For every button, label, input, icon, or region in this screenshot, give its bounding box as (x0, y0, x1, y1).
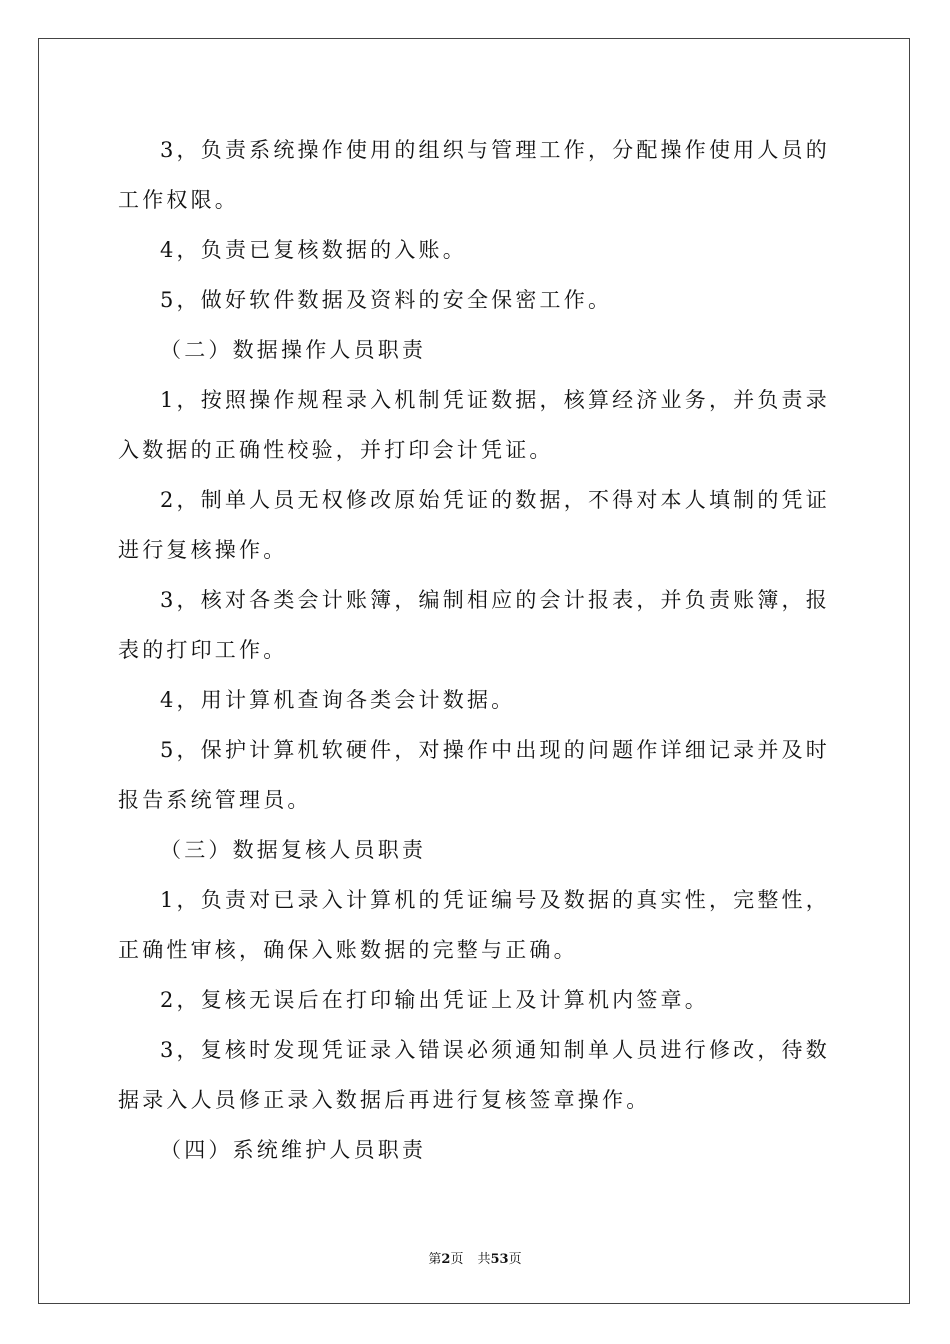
paragraph-line: 进行复核操作。 (118, 538, 288, 562)
paragraph-line: 3，复核时发现凭证录入错误必须通知制单人员进行修改，待数 (160, 1038, 830, 1062)
paragraph-line: 4，负责已复核数据的入账。 (160, 238, 467, 262)
paragraph-line: 正确性审核，确保入账数据的完整与正确。 (118, 938, 578, 962)
paragraph-line: 5，做好软件数据及资料的安全保密工作。 (160, 288, 613, 312)
paragraph-line: 1，负责对已录入计算机的凭证编号及数据的真实性，完整性， (160, 888, 830, 912)
paragraph-line: 2，复核无误后在打印输出凭证上及计算机内签章。 (160, 988, 709, 1012)
section-heading: （二）数据操作人员职责 (160, 338, 427, 362)
paragraph-line: 表的打印工作。 (118, 638, 288, 662)
paragraph-line: 3，负责系统操作使用的组织与管理工作，分配操作使用人员的 (160, 138, 830, 162)
paragraph-line: 3，核对各类会计账簿，编制相应的会计报表，并负责账簿，报 (160, 588, 830, 612)
paragraph-line: 2，制单人员无权修改原始凭证的数据，不得对本人填制的凭证 (160, 488, 830, 512)
section-heading: （四）系统维护人员职责 (160, 1138, 427, 1162)
paragraph-line: 据录入人员修正录入数据后再进行复核签章操作。 (118, 1088, 651, 1112)
section-heading: （三）数据复核人员职责 (160, 838, 427, 862)
paragraph-line: 入数据的正确性校验，并打印会计凭证。 (118, 438, 554, 462)
footer-prefix: 第 (428, 1252, 442, 1267)
paragraph-line: 1，按照操作规程录入机制凭证数据，核算经济业务，并负责录 (160, 388, 830, 412)
paragraph-line: 工作权限。 (118, 188, 239, 212)
footer-page-number: 2 (441, 1252, 451, 1267)
paragraph-line: 4，用计算机查询各类会计数据。 (160, 688, 516, 712)
paragraph-line: 报告系统管理员。 (118, 788, 312, 812)
footer-total-prefix: 共 (477, 1252, 491, 1267)
footer-total-pages: 53 (490, 1252, 509, 1267)
footer-page-unit: 页 (450, 1252, 464, 1267)
footer-total-unit: 页 (508, 1252, 522, 1267)
page-footer (0, 1248, 950, 1267)
paragraph-line: 5，保护计算机软硬件，对操作中出现的问题作详细记录并及时 (160, 738, 830, 762)
